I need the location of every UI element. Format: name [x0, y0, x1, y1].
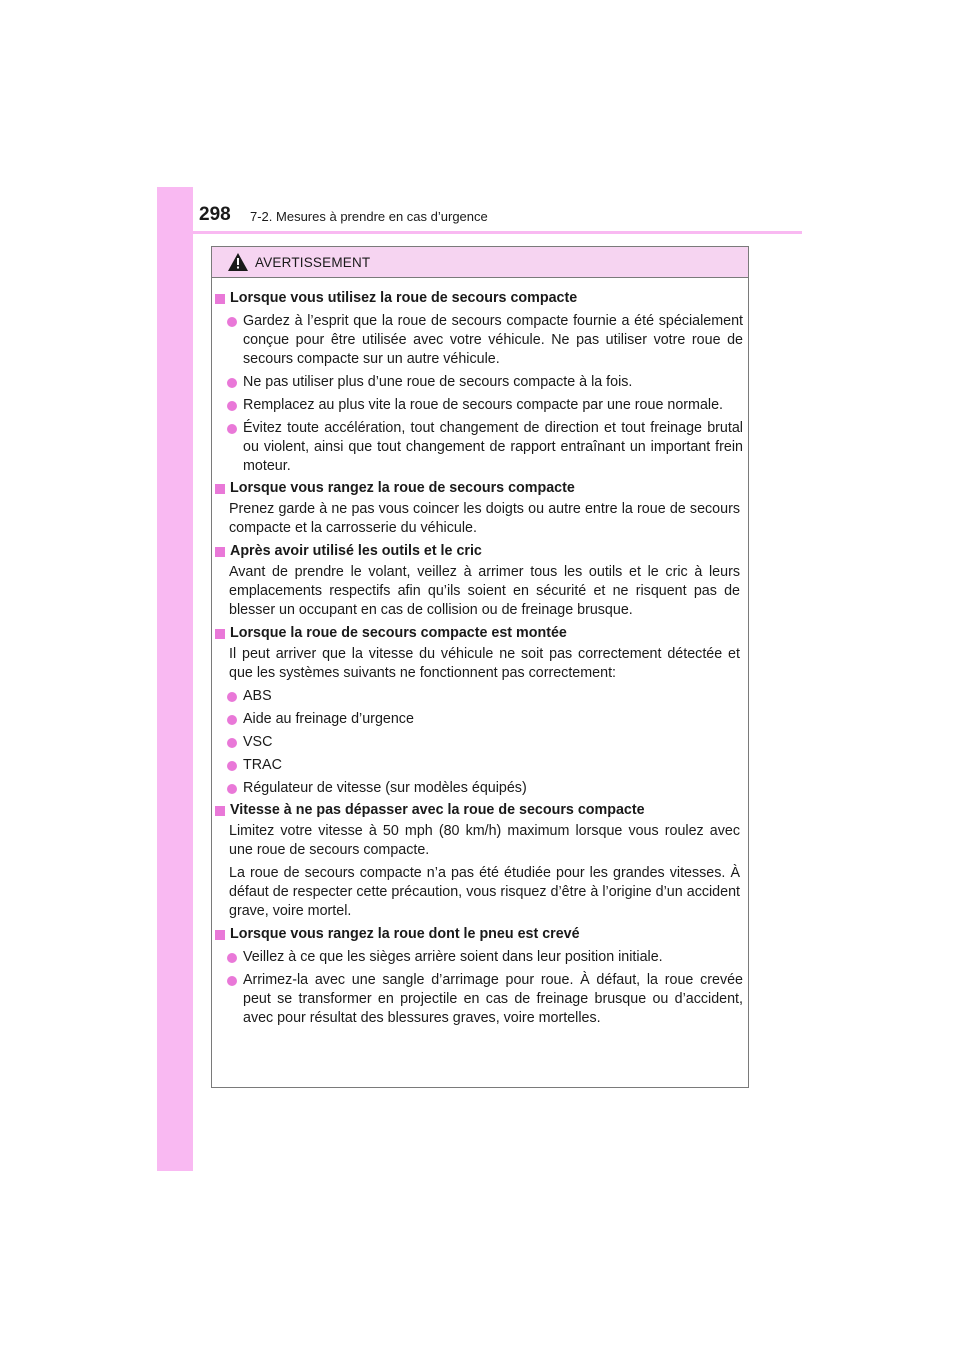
page-number: 298 — [199, 204, 231, 225]
section-paragraph: Avant de prendre le volant, veillez à arrimer tous les outils et le cric à leurs emplacements respectifs afin qu’ils soient en sécurité et ne risquent pas de blesser un occupant en cas de collision ou de freinage brusque. — [229, 564, 740, 618]
chapter-title: 7-2. Mesures à prendre en cas d’urgence — [250, 209, 488, 224]
warning-section — [212, 624, 750, 798]
section-title: Lorsque la roue de secours compacte est montée — [212, 624, 750, 643]
section-title: Après avoir utilisé les outils et le cric — [212, 542, 750, 561]
section-title: Lorsque vous utilisez la roue de secours compacte — [212, 289, 750, 308]
bullet-item: Ne pas utiliser plus d’une roue de secours compacte à la fois. — [243, 373, 743, 392]
chapter-side-strip — [157, 187, 193, 1171]
warning-header — [212, 247, 748, 278]
warning-section — [212, 925, 750, 1028]
warning-section — [212, 801, 750, 921]
warning-box — [211, 246, 749, 1088]
bullet-item: Aide au freinage d’urgence — [243, 710, 743, 729]
section-paragraph: La roue de secours compacte n’a pas été étudiée pour les grandes vitesses. À défaut de respecter cette précaution, vous risquez d’être à l’origine d’un accident grave, voire mortel. — [229, 865, 740, 919]
bullet-item: Régulateur de vitesse (sur modèles équipés) — [243, 779, 743, 798]
bullet-item: ABS — [243, 687, 743, 706]
header-rule — [193, 231, 802, 234]
bullet-item: Arrimez-la avec une sangle d’arrimage pour roue. À défaut, la roue crevée peut se transformer en projectile en cas de freinage brusque ou d’accident, avec pour résultat des blessures graves, voire mortelles. — [243, 972, 743, 1026]
section-title: Lorsque vous rangez la roue dont le pneu est crevé — [212, 925, 750, 944]
warning-section — [212, 542, 750, 620]
section-paragraph: Il peut arriver que la vitesse du véhicule ne soit pas correctement détectée et que les systèmes suivants ne fonctionnent pas correctement: — [229, 646, 740, 681]
bullet-item: Remplacez au plus vite la roue de secours compacte par une roue normale. — [243, 396, 743, 415]
section-title: Lorsque vous rangez la roue de secours compacte — [212, 479, 750, 498]
section-paragraph: Prenez garde à ne pas vous coincer les doigts ou autre entre la roue de secours compacte et la carrosserie du véhicule. — [229, 501, 740, 536]
bullet-item: TRAC — [243, 756, 743, 775]
bullet-item: Gardez à l’esprit que la roue de secours compacte fournie a été spécialement conçue pour être utilisée avec votre véhicule. Ne pas utiliser votre roue de secours compacte sur un autre véhicule. — [243, 313, 743, 367]
bullet-item: Veillez à ce que les sièges arrière soient dans leur position initiale. — [243, 948, 743, 967]
section-title: Vitesse à ne pas dépasser avec la roue de secours compacte — [212, 801, 750, 820]
bullet-item: Évitez toute accélération, tout changement de direction et tout freinage brutal ou violent, ainsi que tout changement de rapport entraînant un important frein moteur. — [243, 420, 743, 474]
bullet-item: VSC — [243, 733, 743, 752]
warning-section — [212, 479, 750, 538]
warning-section — [212, 289, 750, 476]
warning-triangle-icon — [228, 253, 248, 271]
warning-label: AVERTISSEMENT — [255, 255, 371, 270]
section-paragraph: Limitez votre vitesse à 50 mph (80 km/h) maximum lorsque vous roulez avec une roue de secours compacte. — [229, 823, 740, 858]
warning-body — [212, 289, 750, 1031]
